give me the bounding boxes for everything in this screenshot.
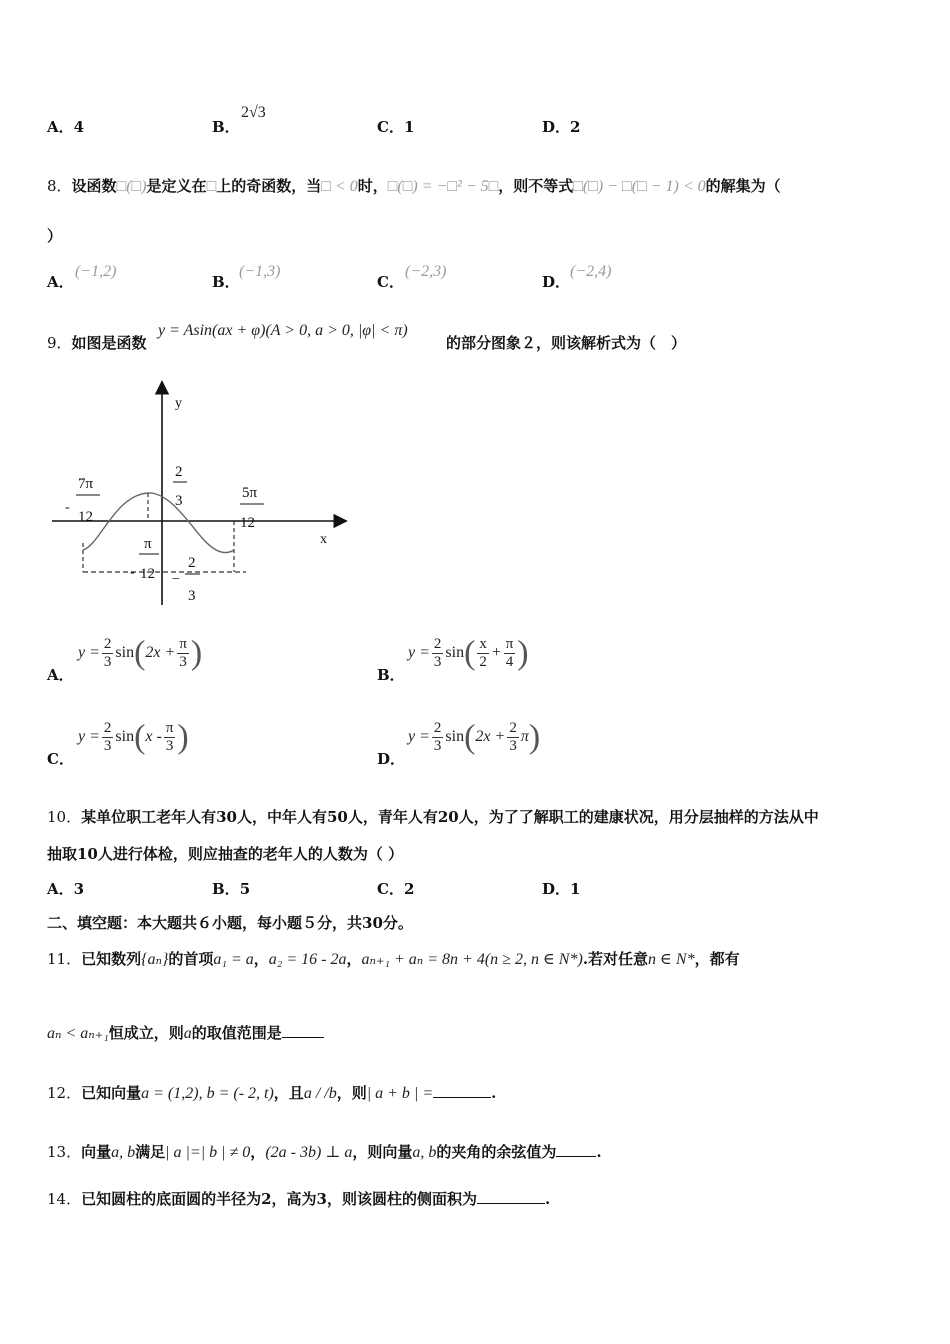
q14-answer-blank[interactable]	[477, 1189, 545, 1204]
mid-neg-sign: -	[130, 565, 135, 580]
q13-answer-blank[interactable]	[556, 1142, 596, 1157]
q9-option-c-label: C．	[47, 750, 74, 768]
q9-graph	[40, 375, 360, 615]
q11-answer-blank[interactable]	[282, 1023, 324, 1038]
q8-option-a-label: A．	[47, 273, 74, 291]
left-tick-den: 12	[78, 509, 93, 525]
q10-option-a: A．3	[47, 880, 85, 898]
q7-option-c: C．1	[377, 118, 415, 136]
q9-stem-tail: 的部分图象２，则该解析式为（ ）	[446, 334, 687, 352]
right-tick-num: 5π	[242, 485, 258, 501]
q12-stem: 12．已知向量a = (1,2), b = (- 2, t)，且a / /b，则| a + b | = .	[47, 1084, 497, 1102]
q9-option-c-formula: y = $\frac{2}{3}$ sin(x - $\frac{\pi}{3}$ )	[78, 718, 189, 756]
q8-option-b-value: (−1,3)	[239, 263, 281, 280]
q7-option-b-value: 2√3	[241, 104, 266, 121]
q10-option-c: C．2	[377, 880, 415, 898]
q12-answer-blank[interactable]	[433, 1083, 491, 1098]
x-axis-label: x	[320, 532, 327, 547]
q8-option-b-label: B．	[212, 273, 240, 291]
bottom-tick-num: 2	[188, 555, 196, 571]
bottom-tick-den: 3	[188, 588, 196, 604]
q8-stem-close: ）	[47, 227, 63, 245]
q7-option-d: D．2	[542, 118, 581, 136]
left-tick-num: 7π	[78, 476, 94, 492]
y-axis-label: y	[175, 396, 182, 411]
q9-stem: 9．如图是函数	[47, 334, 147, 352]
q11-stem-line1: 11．已知数列{aₙ}的首项a₁ = a，a₂ = 16 - 2a，aₙ₊₁ + aₙ = 8n + 4(n ≥ 2, n ∈ N*).若对任意n ∈ N*，都有	[47, 950, 740, 968]
q8-option-a-value: (−1,2)	[75, 263, 117, 280]
left-neg-sign: -	[65, 500, 70, 515]
q8-option-d-value: (−2,4)	[570, 263, 612, 280]
sine-curve	[83, 493, 234, 553]
mid-tick-num: π	[144, 536, 152, 552]
top-tick-num: 2	[175, 464, 183, 480]
q10-stem-line2: 抽取10人进行体检，则应抽查的老年人的人数为（ ）	[47, 845, 404, 863]
q13-stem: 13．向量a, b满足| a |=| b | ≠ 0，(2a - 3b) ⊥ a，则向量a, b的夹角的余弦值为 .	[47, 1143, 602, 1161]
q8-option-d-label: D．	[542, 273, 571, 291]
q11-stem-line2: aₙ < aₙ₊₁恒成立，则a的取值范围是	[47, 1022, 324, 1043]
q9-option-a-label: A．	[47, 666, 74, 684]
q8-stem: 8．设函数□(□)是定义在□上的奇函数，当□ < 0时，□(□) = −□² − 5□，则不等式□(□) − □(□ − 1) < 0的解集为（	[47, 177, 781, 195]
q9-option-a-formula: y = $\frac{2}{3}$ sin(2x + $\frac{\pi}{3}$ )	[78, 634, 203, 672]
q8-option-c-label: C．	[377, 273, 404, 291]
q8-option-c-value: (−2,3)	[405, 263, 447, 280]
bottom-neg-sign: −	[172, 572, 180, 587]
mid-tick-den: 12	[140, 566, 155, 582]
section-heading-fill-in: 二、填空题：本大题共６小题，每小题５分，共30分。	[47, 914, 413, 932]
q10-option-d: D．1	[542, 880, 581, 898]
q9-option-b-label: B．	[377, 666, 405, 684]
q9-option-d-formula: y = $\frac{2}{3}$ sin(2x + $\frac{2}{3}$ π)	[408, 718, 541, 756]
q9-option-b-formula: y = $\frac{2}{3}$ sin( $\frac{x}{2}$ + $\frac{\pi}{4}$ )	[408, 634, 529, 672]
q9-option-d-label: D．	[377, 750, 406, 768]
q9-formula: y = Asin(ax + φ)(A > 0, a > 0, |φ| < π)	[158, 322, 408, 339]
q14-stem: 14．已知圆柱的底面圆的半径为2，高为3，则该圆柱的侧面积为 .	[47, 1190, 551, 1208]
q10-stem-line1: 10．某单位职工老年人有30人，中年人有50人，青年人有20人，为了了解职工的建康状况，用分层抽样的方法从中	[47, 808, 819, 826]
q7-option-a: A．4	[47, 118, 85, 136]
top-tick-den: 3	[175, 493, 183, 509]
q7-option-b: B．	[212, 118, 240, 136]
right-tick-den: 12	[240, 515, 255, 531]
q10-option-b: B．5	[212, 880, 251, 898]
